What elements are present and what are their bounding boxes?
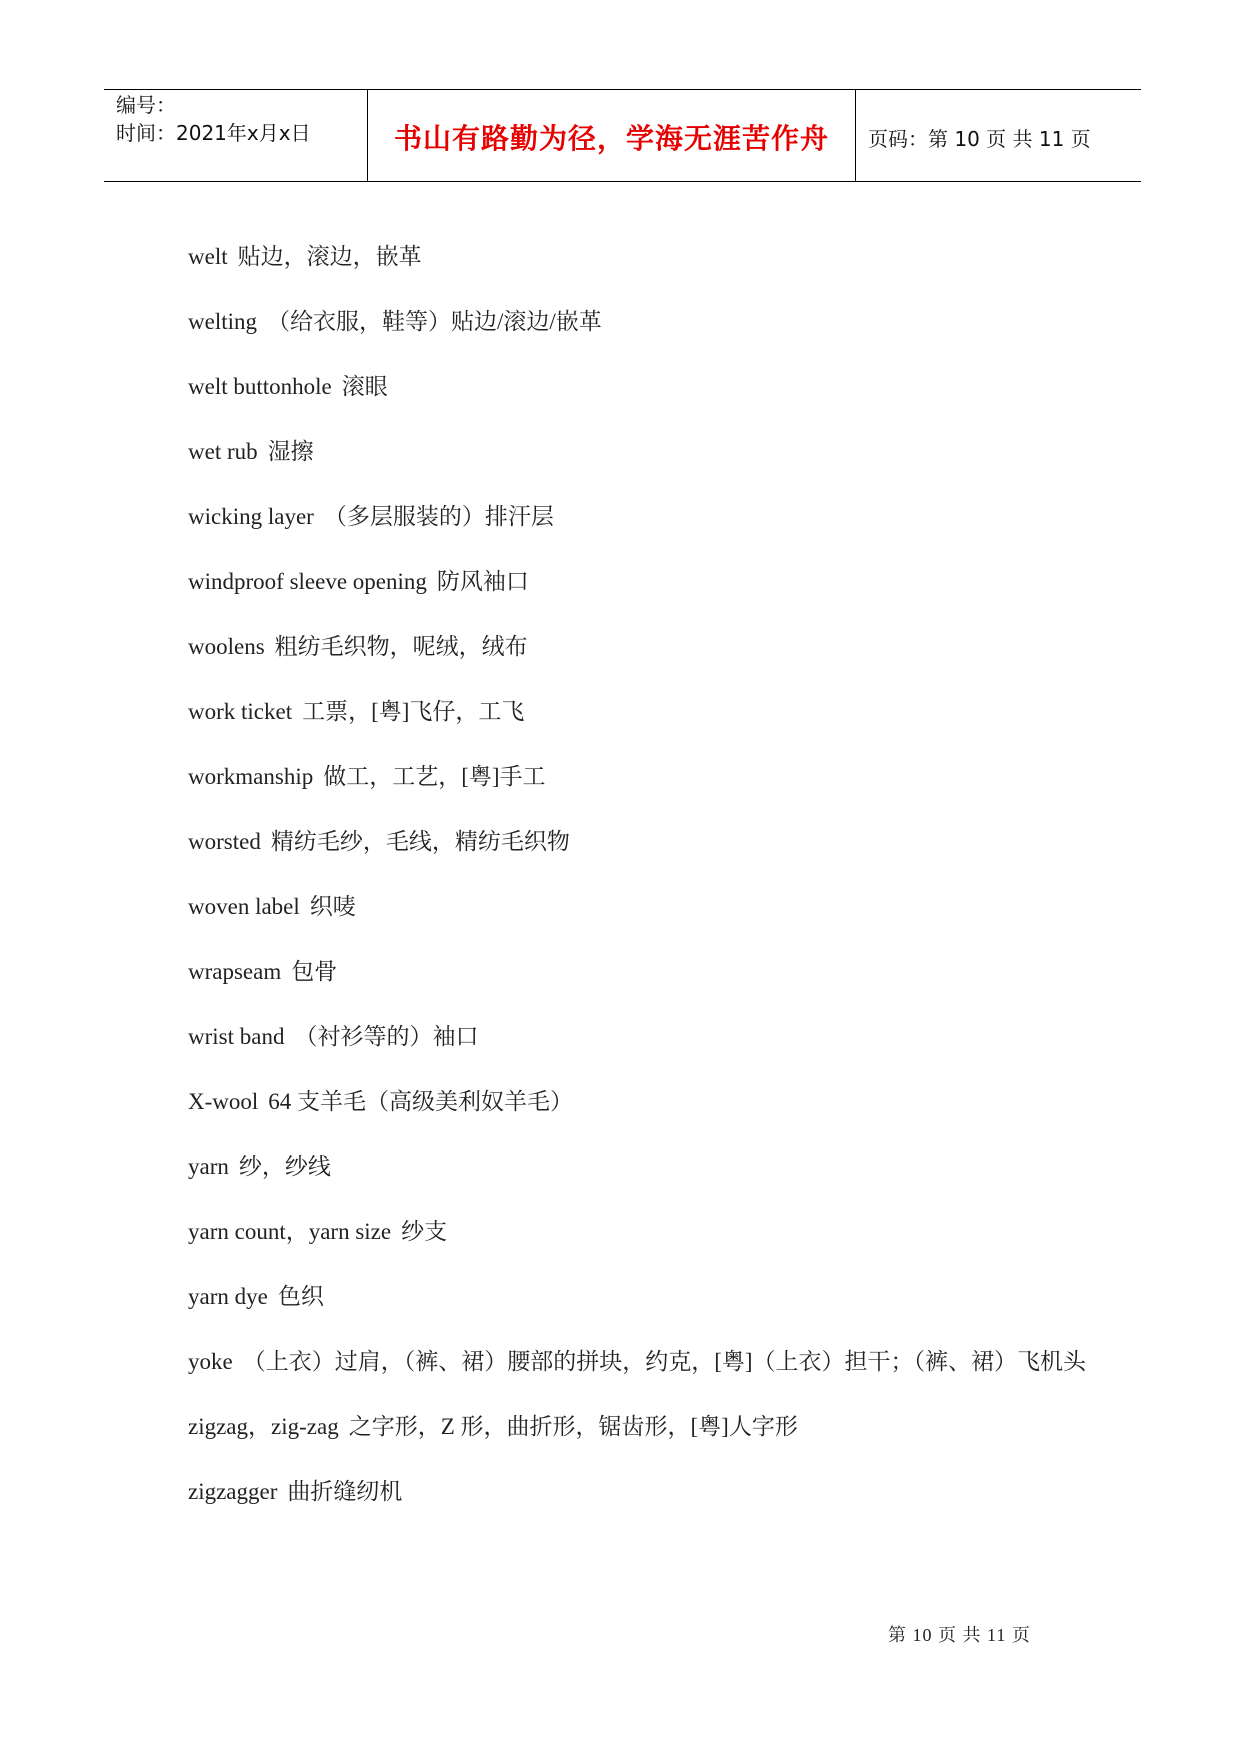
entry-definition: 工票，[粤]飞仔，工飞	[302, 699, 525, 724]
entry-definition: 之字形，Z 形，曲折形，锯齿形，[粤]人字形	[348, 1414, 798, 1439]
entry-term: zigzagger	[188, 1479, 278, 1504]
entry-term: wicking layer	[188, 504, 314, 529]
glossary-entry	[188, 370, 1088, 403]
entry-term: welt	[188, 244, 228, 269]
entry-term: windproof sleeve opening	[188, 569, 427, 594]
entry-definition: 织唛	[309, 894, 356, 919]
glossary-entry	[188, 890, 1088, 923]
entry-definition: （衬衫等的）袖口	[294, 1024, 479, 1049]
entry-term: welt buttonhole	[188, 374, 332, 399]
page-footer: 第 10 页 共 11 页	[888, 1625, 1031, 1645]
glossary-entry	[188, 760, 1088, 793]
entry-definition: （给衣服，鞋等）贴边/滚边/嵌革	[267, 309, 602, 334]
glossary-entry	[188, 1215, 1088, 1248]
glossary-entry	[188, 1280, 1088, 1313]
glossary-entry	[188, 630, 1088, 663]
entry-definition: 纱，纱线	[238, 1154, 331, 1179]
entry-definition: 64 支羊毛（高级美利奴羊毛）	[268, 1089, 574, 1114]
entry-term: work ticket	[188, 699, 293, 724]
entry-term: wrist band	[188, 1024, 285, 1049]
entry-definition: （上衣）过肩，（裤、裙）腰部的拼块，约克，[粤]（上衣）担干；（裤、裙）飞机头	[242, 1349, 1087, 1374]
entry-definition: 色织	[277, 1284, 324, 1309]
entry-definition: 曲折缝纫机	[287, 1479, 403, 1504]
glossary-entry	[188, 565, 1088, 598]
glossary-entry	[188, 955, 1088, 988]
header-page-info: 页码：第 10 页 共 11 页	[868, 127, 1091, 151]
entry-term: yoke	[188, 1349, 233, 1374]
entry-term: wet rub	[188, 439, 258, 464]
glossary-entry	[188, 695, 1088, 728]
glossary-entry	[188, 1345, 1088, 1378]
header-meta	[116, 91, 311, 147]
entry-term: yarn	[188, 1154, 229, 1179]
glossary-entry	[188, 1150, 1088, 1183]
entry-term: woven label	[188, 894, 300, 919]
header-bottom-rule	[104, 181, 1141, 182]
entry-definition: （多层服装的）排汗层	[323, 504, 554, 529]
entry-term: yarn count，yarn size	[188, 1219, 392, 1244]
entry-definition: 做工，工艺，[粤]手工	[323, 764, 546, 789]
entry-definition: 精纺毛纱，毛线，精纺毛织物	[270, 829, 570, 854]
header-motto: 书山有路勤为径，学海无涯苦作舟	[393, 122, 829, 155]
entry-definition: 包骨	[291, 959, 338, 984]
page-header	[104, 89, 1141, 183]
entry-term: wrapseam	[188, 959, 282, 984]
header-divider-right	[855, 89, 856, 182]
entry-term: woolens	[188, 634, 265, 659]
glossary-entry	[188, 1020, 1088, 1053]
entry-definition: 纱支	[401, 1219, 448, 1244]
glossary-entry	[188, 240, 1088, 273]
glossary-entry	[188, 305, 1088, 338]
glossary-entry	[188, 500, 1088, 533]
glossary-entry	[188, 1085, 1088, 1118]
glossary-entry	[188, 1475, 1088, 1508]
entry-definition: 滚眼	[341, 374, 388, 399]
glossary-entry	[188, 435, 1088, 468]
glossary-entry	[188, 825, 1088, 858]
entry-definition: 防风袖口	[436, 569, 529, 594]
entry-term: welting	[188, 309, 257, 334]
entry-definition: 湿擦	[267, 439, 314, 464]
entry-definition: 贴边，滚边，嵌革	[237, 244, 422, 269]
entry-term: worsted	[188, 829, 261, 854]
entry-definition: 粗纺毛织物，呢绒，绒布	[274, 634, 528, 659]
serial-label: 编号：	[116, 93, 176, 117]
entry-term: workmanship	[188, 764, 314, 789]
entry-term: yarn dye	[188, 1284, 268, 1309]
entry-term: X-wool	[188, 1089, 259, 1114]
glossary-entry	[188, 1410, 1088, 1443]
entry-term: zigzag，zig-zag	[188, 1414, 339, 1439]
time-label: 时间：2021年x月x日	[116, 121, 311, 145]
header-top-rule	[104, 89, 1141, 90]
glossary-list	[188, 240, 1088, 1540]
